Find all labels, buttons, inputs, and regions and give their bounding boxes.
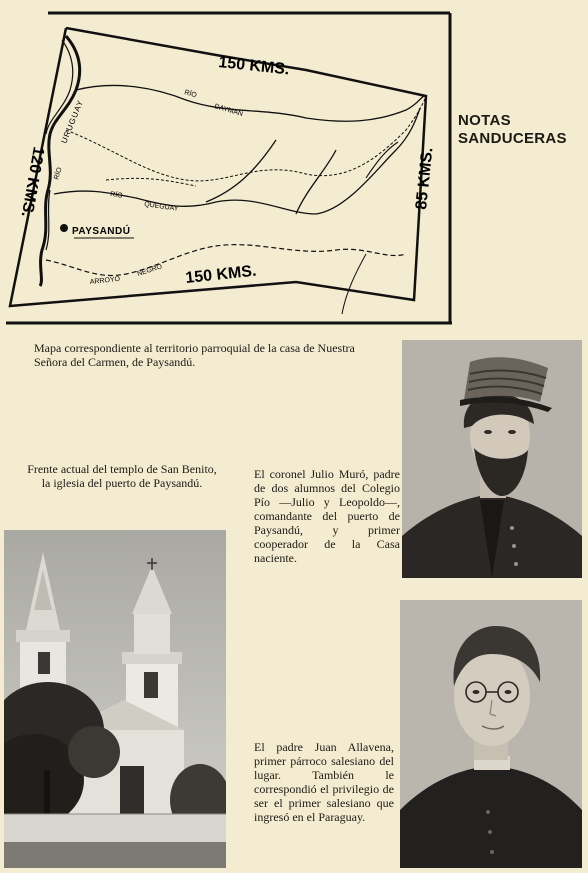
left-distance-label: 120 KMS.	[17, 145, 47, 219]
top-distance-label: 150 KMS.	[217, 54, 291, 79]
arroyo-negro-arroyo-label: ARROYO	[89, 275, 121, 286]
arroyo-negro-name-label: NEGRO	[136, 263, 164, 278]
parish-territory-map	[6, 10, 456, 328]
allavena-caption: El padre Juan Allavena, primer párroco salesiano del lugar. También le correspondió el privilegio de ser el primer salesiano que ingresó en el Paraguay.	[254, 740, 394, 824]
muro-caption: El coronel Julio Muró, padre de dos alumnos del Colegio Pío —Julio y Leopoldo—, comandante del puerto de Paysandú, y primer cooperador de la Casa naciente.	[254, 467, 400, 565]
river-uruguay-rio-label: RÍO	[53, 166, 64, 181]
bottom-distance-label: 150 KMS.	[184, 262, 258, 287]
river-dayman-name-label: DAYMAN	[213, 103, 244, 119]
section-title	[458, 112, 584, 148]
photo-san-benito-church	[4, 530, 226, 868]
paysandu-city-dot	[60, 224, 68, 232]
map-caption: Mapa correspondiente al territorio parroquial de la casa de Nuestra Señora del Carmen, de Paysandú.	[34, 341, 355, 369]
section-title-line2: SANDUCERAS	[458, 130, 567, 147]
section-title-line1: NOTAS	[458, 112, 511, 129]
river-dayman-rio-label: RÍO	[183, 89, 198, 100]
right-distance-label: 85 KMS.	[413, 146, 437, 211]
photo-julio-muro	[402, 340, 582, 578]
photo-juan-allavena	[400, 600, 582, 868]
river-queguay-rio-label: RÍO	[109, 191, 124, 200]
river-queguay	[54, 108, 420, 214]
river-dayman	[76, 85, 424, 121]
river-queguay-name-label: QUEGUAY	[143, 201, 179, 213]
church-caption: Frente actual del templo de San Benito, la iglesia del puerto de Paysandú.	[27, 462, 217, 490]
paysandu-label: PAYSANDÚ	[72, 226, 131, 237]
river-uruguay-name-label: URUGUAY	[59, 98, 86, 145]
